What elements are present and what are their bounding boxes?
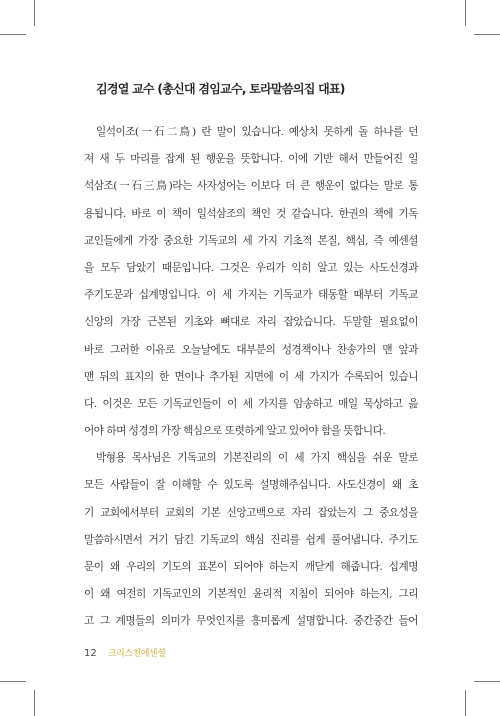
crop-mark-bottom-right-h [474,681,500,682]
running-title: 크리스천에센셜 [107,649,166,659]
text-line: 모든 사람들이 잘 이해할 수 있도록 설명해주십니다. 사도신경이 왜 초 [84,479,418,492]
author-byline: 김경열 교수 (총신대 겸임교수, 토라말씀의집 대표) [96,82,345,96]
text-line: 문이 왜 우리의 기도의 표본이 되어야 하는지 깨닫게 해줍니다. 십계명 [84,561,418,573]
page-number: 12 [84,648,97,659]
crop-mark-top-right-v [465,0,466,26]
text-line: 신앙의 가장 근본된 기초와 뼈대로 자리 잡았습니다. 두말할 필요없이 [84,316,418,329]
text-line: 어야 하며 성경의 가장 핵심으로 또렷하게 알고 있어야 함을 뜻합니다. [84,425,386,438]
text-line: 기 교회에서부터 교회의 기본 신앙고백으로 자리 잡았는지 그 중요성을 [84,506,418,519]
text-line: 고 그 계명들의 의미가 무엇인지를 흥미롭게 설명합니다. 중간중간 들어 [84,615,418,628]
crop-mark-top-left-v [34,0,35,26]
text-line: 맨 뒤의 표지의 한 면이나 추가된 지면에 이 세 가지가 수록되어 있습니 [84,370,418,383]
crop-mark-bottom-right-v [465,690,466,716]
text-line: 주기도문과 십계명입니다. 이 세 가지는 기독교가 태동할 때부터 기독교 [84,289,418,302]
page-footer [84,646,165,659]
paragraph [84,119,418,445]
text-line: 을 모두 담았기 때문입니다. 그것은 우리가 익히 알고 있는 사도신경과 [84,261,418,274]
crop-mark-top-right-h [474,34,500,35]
text-line: 용됩니다. 바로 이 책이 일석삼조의 책인 것 같습니다. 한권의 책에 기독 [84,207,418,220]
text-line: 바로 그러한 이유로 오늘날에도 대부분의 성경책이나 찬송가의 맨 앞과 [84,343,418,356]
text-line: 다. 이것은 모든 기독교인들이 이 세 가지를 암송하고 매일 묵상하고 읊 [84,397,418,410]
text-line: 이 왜 여전히 기독교인의 기본적인 윤리적 지침이 되어야 하는지, 그리 [84,588,418,601]
paragraph [84,445,418,635]
crop-mark-top-left-h [0,34,26,35]
text-line: 말씀하시면서 거기 담긴 기독교의 핵심 진리를 쉽게 풀어냅니다. 주기도 [84,533,418,546]
text-line: 져 새 두 마리를 잡게 된 행운을 뜻합니다. 이에 기반 해서 만들어진 일 [84,153,418,166]
text-line: 석삼조(一石三鳥)라는 사자성어는 이보다 더 큰 행운이 없다는 말로 통 [84,180,418,193]
body-text [84,119,418,636]
text-line: 박형용 목사님은 기독교의 기본진리의 이 세 가지 핵심을 쉬운 말로 [96,452,418,465]
text-line: 교인들에게 가장 중요한 기독교의 세 가지 기초적 본질, 핵심, 즉 예센셜 [84,234,418,247]
crop-mark-bottom-left-h [0,681,26,682]
text-line: 일석이조(一石二鳥) 란 말이 있습니다. 예상치 못하게 돌 하나를 던 [96,126,418,138]
crop-mark-bottom-left-v [34,690,35,716]
